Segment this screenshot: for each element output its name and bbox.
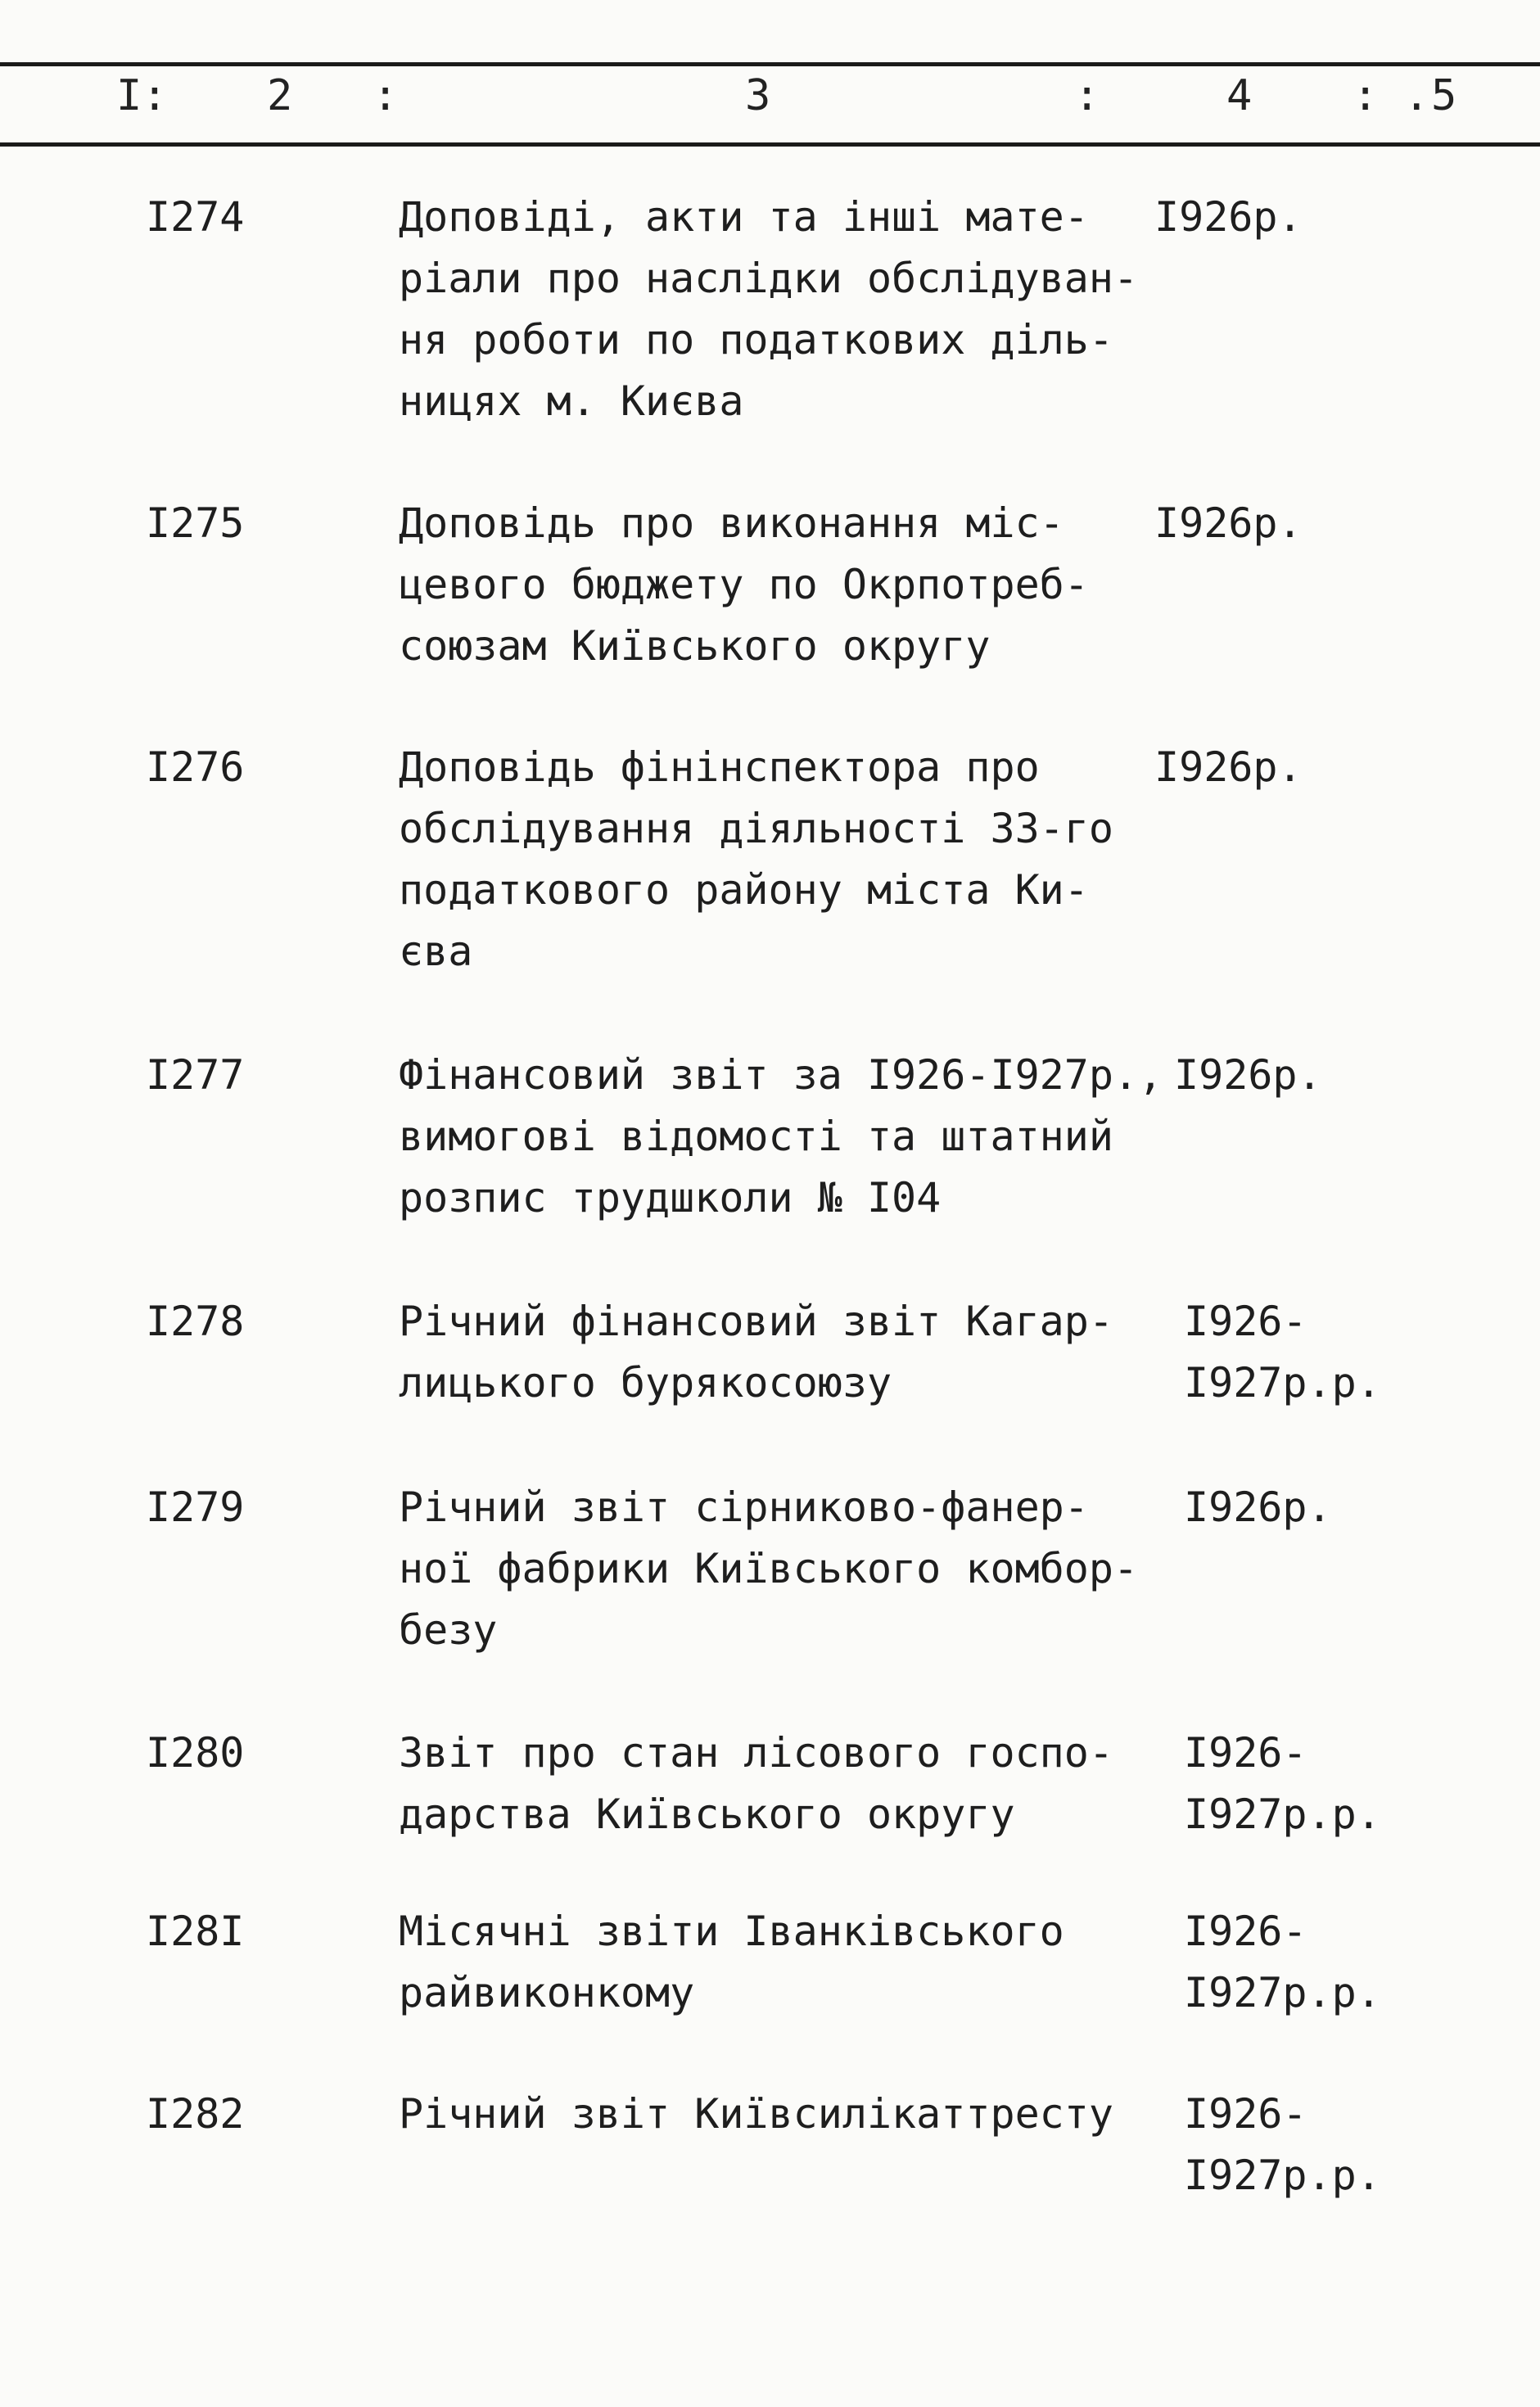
header-col-2: 2 (267, 71, 293, 120)
header-top-rule (0, 62, 1540, 66)
header-separator-1: : (373, 71, 399, 120)
record-title: Фінансовий звіт за I926-I927р., вимогові відомості та штатний розпис трудшколи № I04 (399, 1051, 1163, 1222)
record-title: Доповідь про виконання міс- цевого бюджету по Окрпотреб- союзам Київського округу (399, 499, 1089, 670)
record-number: I28I (146, 1908, 245, 1955)
header-separator-3: : . (1353, 71, 1429, 120)
record-title: Місячні звіти Іванківського райвиконкому (399, 1908, 1064, 2016)
record-date: I926- I927р.р. (1184, 2090, 1381, 2199)
header-col-5: 5 (1431, 71, 1457, 120)
record-title: Доповіді, акти та інші мате- ріали про наслідки обслідуван- ня роботи по податкових діль- ницях м. Києва (399, 193, 1139, 425)
record-number: I280 (146, 1729, 245, 1777)
record-title: Доповідь фінінспектора про обслідування діяльності 33-го податкового району міста Ки- єва (399, 743, 1113, 975)
header-col-3: 3 (745, 71, 771, 120)
record-title: Річний звіт Київсилікаттресту (399, 2090, 1113, 2138)
record-number: I277 (146, 1051, 245, 1099)
record-date: I926р. (1154, 743, 1303, 791)
record-date: I926р. (1184, 1483, 1332, 1531)
record-date: I926р. (1174, 1051, 1322, 1099)
record-title: Річний фінансовий звіт Кагар- лицького бурякосоюзу (399, 1298, 1113, 1407)
record-number: I276 (146, 743, 245, 791)
record-date: I926- I927р.р. (1184, 1298, 1381, 1407)
record-date: I926р. (1154, 499, 1303, 547)
record-date: I926- I927р.р. (1184, 1908, 1381, 2016)
header-separator-2: : (1074, 71, 1100, 120)
header-bottom-rule (0, 142, 1540, 147)
record-number: I275 (146, 499, 245, 547)
header-col-4: 4 (1226, 71, 1253, 120)
record-number: I278 (146, 1298, 245, 1345)
record-date: I926- I927р.р. (1184, 1729, 1381, 1838)
record-title: Звіт про стан лісового госпо- дарства Київського округу (399, 1729, 1113, 1838)
record-number: I274 (146, 193, 245, 241)
header-col-1: I: (116, 71, 168, 120)
record-number: I279 (146, 1483, 245, 1531)
record-date: I926р. (1154, 193, 1303, 241)
record-number: I282 (146, 2090, 245, 2138)
record-title: Річний звіт сірниково-фанер- ної фабрики Київського комбор- безу (399, 1483, 1139, 1654)
